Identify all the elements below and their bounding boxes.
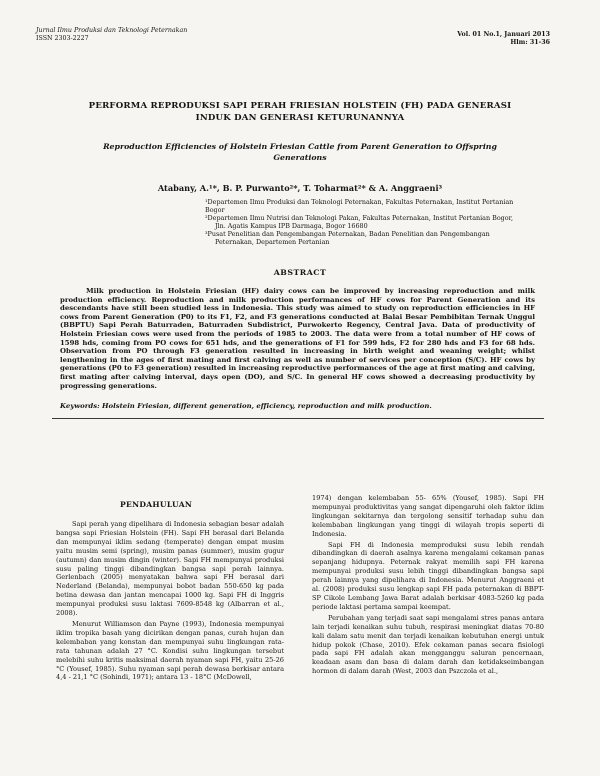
affiliations xyxy=(205,198,515,247)
paragraph: Perubahan yang terjadi saat sapi mengalami stres panas antara lain terjadi kenaikan suhu tubuh, respirasi meningkat diatas 70-80 kali dalam satu menit dan terjadi kenaikan kebutuhan energi untuk hidup pokok (Chase, 2010). Efek cekaman panas secara fisiologi pada sapi FH adalah akan mengganggu saluran pencernaan, keadaan asam dan basa di dalam darah dan ketidakseimbangan hormon di dalam darah (West, 2003 dan Pszczola et al., xyxy=(312,613,544,676)
paragraph: 1974) dengan kelembaban 55- 65% (Yousef, 1985). Sapi FH mempunyai produktivitas yang sangat dipengaruhi oleh faktor iklim lingkungan sekitarnya dan tergolong sensitif terhadap suhu dan kelembaban lingkungan yang tinggi di wilayah tropis seperti di Indonesia. xyxy=(312,494,544,538)
affiliation-3-cont: Peternakan, Departemen Pertanian xyxy=(215,238,330,247)
right-column xyxy=(312,494,544,678)
abstract-heading: ABSTRACT xyxy=(273,268,327,277)
journal-header xyxy=(36,27,187,43)
section-heading: PENDAHULUAN xyxy=(120,500,193,509)
left-column xyxy=(56,520,284,684)
paragraph: Sapi perah yang dipelihara di Indonesia sebagian besar adalah bangsa sapi Friesian Holstein (FH). Sapi FH berasal dari Belanda dan mempunyai iklim sedang (temperate) dengan empat musim yaitu musim semi (spring), musim panas (summer), musim gugur (autumn) dan musim dingin (winter). Sapi FH mempunyai produksi susu paling tinggi dibandingkan bangsa sapi perah lainnya. Gerlenbach (2005) menyatakan bahwa sapi FH berasal dari Nederland (Belanda), mempunyai bobot badan 550-650 kg pada betina dewasa dan jantan mencapai 1000 kg. Sapi FH di Inggris mempunyai produksi susu laktasi 7609-8548 kg (Albarran et al., 2008). xyxy=(56,520,284,618)
affiliation-3: ³Pusat Penelitian dan Pengembangan Peternakan, Badan Penelitian dan Pengembangan xyxy=(205,230,490,239)
paper-title: PERFORMA REPRODUKSI SAPI PERAH FRIESIAN HOLSTEIN (FH) PADA GENERASI INDUK DAN GENERASI KETURUNANNYA xyxy=(88,101,512,123)
author-list: Atabany, A.¹*, B. P. Purwanto²*, T. Toharmat²* & A. Anggraeni³ xyxy=(157,183,443,193)
affiliation-2: ²Departemen Ilmu Nutrisi dan Teknologi Pakan, Fakultas Peternakan, Institut Pertanian Bogor, xyxy=(205,214,513,223)
divider-line xyxy=(52,418,544,419)
journal-name: Jurnal Ilmu Produksi dan Teknologi Peternakan xyxy=(36,27,188,34)
affiliation-2-address: Jln. Agatis Kampus IPB Darmaga, Bogor 16680 xyxy=(215,222,368,231)
volume-info xyxy=(457,31,550,47)
affiliation-1: ¹Departemen Ilmu Produksi dan Teknologi Peternakan, Fakultas Peternakan, Institut Pertanian Bogor xyxy=(205,198,514,215)
abstract-text: Milk production in Holstein Friesian (HF) dairy cows can be improved by increasing reproduction and milk production efficiency. Reproduction and milk production performances of HF cows for Parent Generation and its descendants have still been studied less in Indonesia. This study was aimed to study on reproduction efficiencies in HF cows from Parent Generation (P0) to its F1, F2, and F3 generations conducted at Balai Besar Pembibitan Ternak Unggul (BBPTU) Sapi Perah Baturraden, Baturraden Subdistrict, Purwokerto Regency, Central Java. Data of productivity of Holstein Friesian cows were used from the periods of 1985 to 2003. The data were from a total number of HF cows of 1598 hds, coming from PO cows for 651 hds, and the generations of F1 for 599 hds, F2 for 280 hds and F3 for 68 hds. Observation from PO through F3 generation resulted in increasing in birth weight and weaning weight; whilst lengthening in the ages of first mating and first calving as well as number of services per conception (S/C). HF cows by generations (P0 to F3 generation) resulted in increasing reproductive performances of the age at first mating and calving, first mating after calving interval, days open (DO), and S/C. In general HF cows showed a decreasing productivity by progressing generations. xyxy=(60,287,535,390)
paper-subtitle: Reproduction Efficiencies of Holstein Friesian Cattle from Parent Generation to Offspring Generations xyxy=(103,142,497,162)
issn: ISSN 2303-2227 xyxy=(36,35,89,42)
keywords: Keywords: Holstein Friesian, different generation, efficiency, reproduction and milk production. xyxy=(60,402,432,410)
paragraph: Menurut Williamson dan Payne (1993), Indonesia mempunyai iklim tropika basah yang dicirikan dengan panas, curah hujan dan kelembaban yang konstan dan mempunyai suhu lingkungan rata-rata tahunan adalah 27 °C. Kondisi suhu lingkungan tersebut melebihi suhu kritis maksimal daerah nyaman sapi FH, yaitu 25-26 °C (Yousef, 1985). Suhu nyaman sapi perah dewasa berkisar antara 4,4 - 21,1 °C (Sohindi, 1971); antara 13 - 18°C (McDowell, xyxy=(56,619,284,682)
page-range: Hlm: 31-36 xyxy=(510,39,550,46)
paragraph: Sapi FH di Indonesia memproduksi susu lebih rendah dibandingkan di daerah asalnya karena mengalami cekaman panas sepanjang hidupnya. Peternak rakyat memilih sapi FH karena mempunyai produksi susu lebih tinggi dibandingkan bangsa sapi perah lainnya yang dipelihara di Indonesia. Menurut Anggraeni et al. (2008) produksi susu lengkap sapi FH pada peternakan di BBPT-SP Cikole Lembang Jawa Barat adalah berkisar 4083-5260 kg pada periode laktasi pertama sampai keempat. xyxy=(312,540,544,611)
volume-number: Vol. 01 No.1, Januari 2013 xyxy=(457,31,550,38)
